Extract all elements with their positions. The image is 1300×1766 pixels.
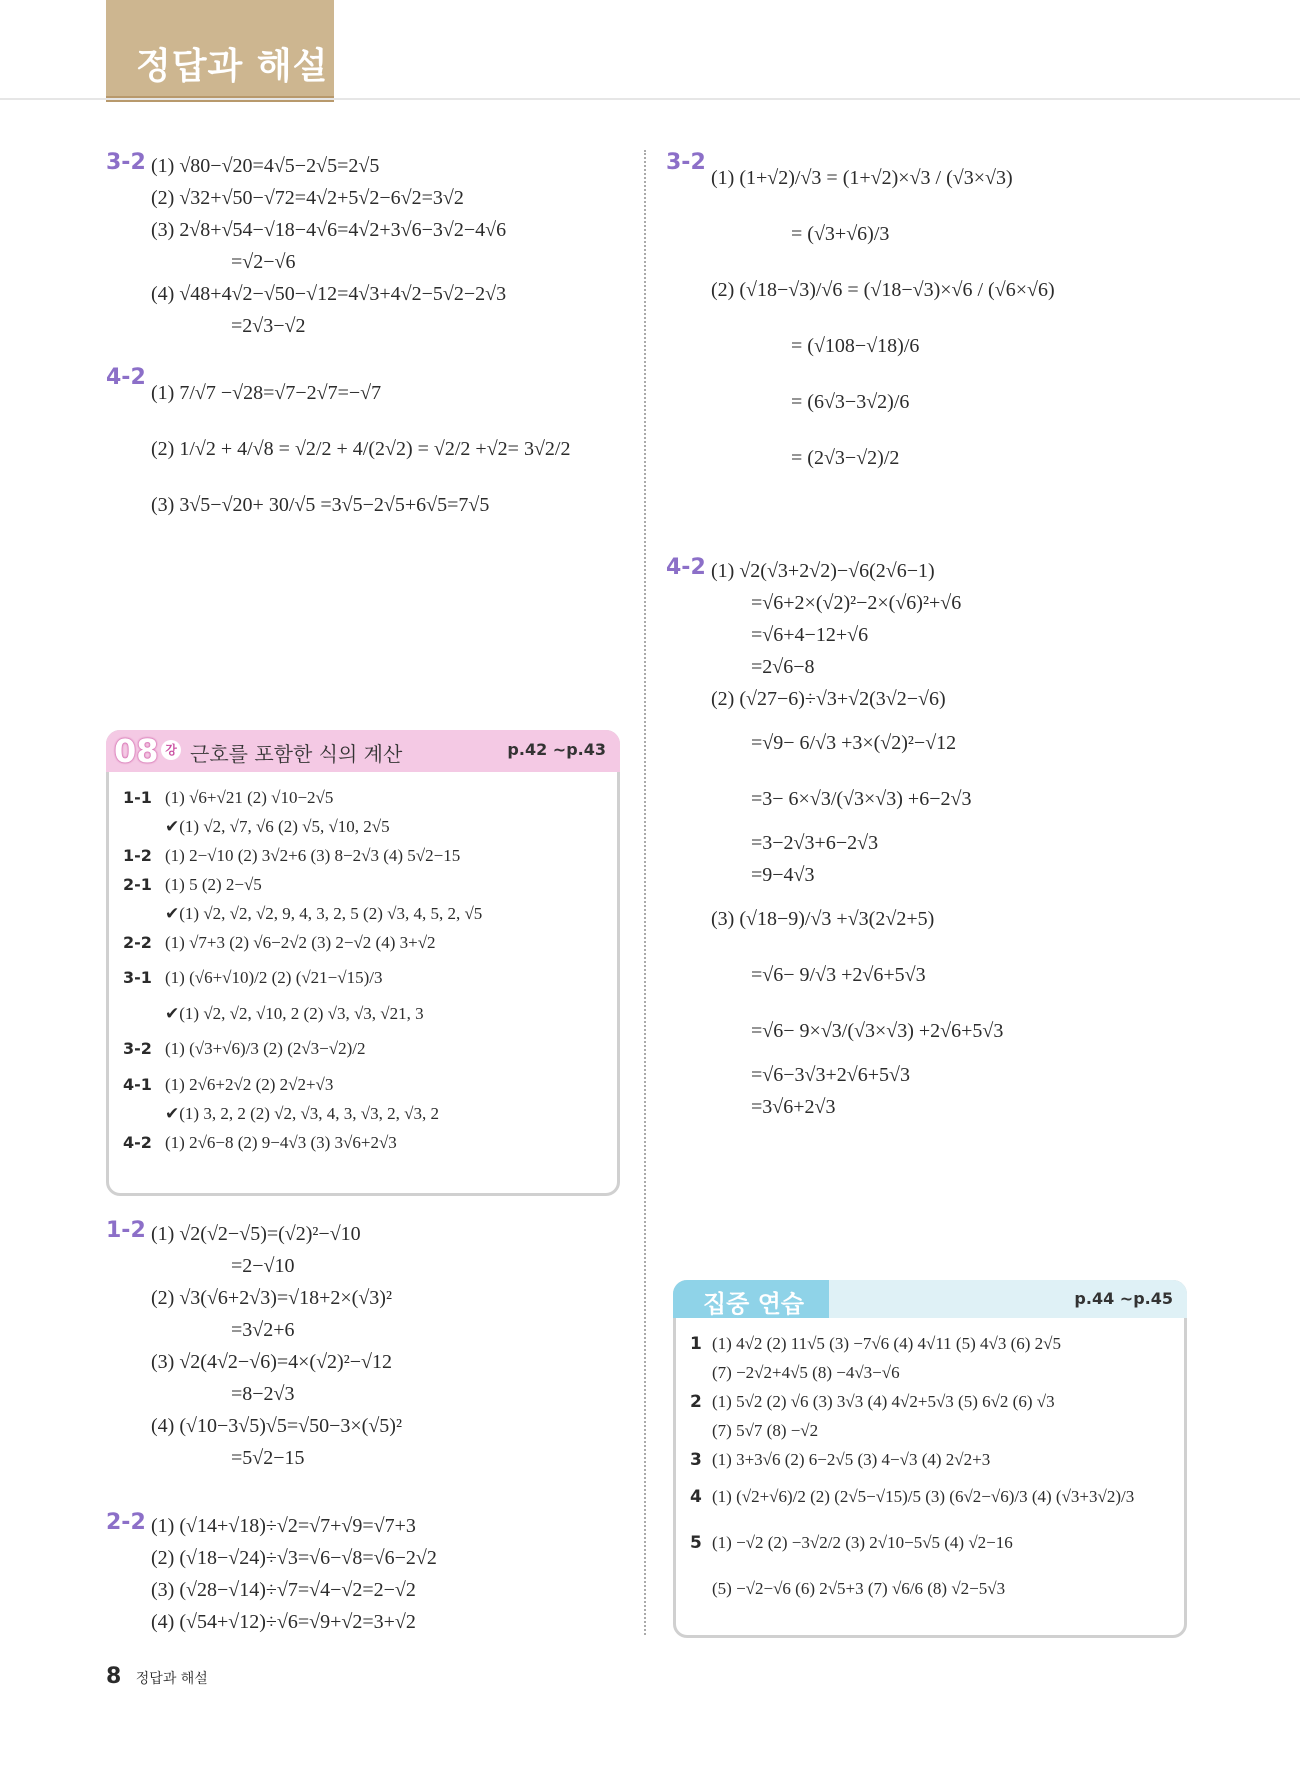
answer-key: 2-1 [123,875,152,894]
answer-text: (1) 2√6+2√2 (2) 2√2+√3 [165,1075,334,1094]
lesson-pages: p.42 ~p.43 [507,740,606,759]
solution-line: (1) (√14+√18)÷√2=√7+√9=√7+3 [151,1515,416,1537]
solution-section [106,365,571,533]
solution-line: = (2√3−√2)/2 [791,447,900,469]
answer-row [123,1028,607,1070]
answer-key: 2-2 [123,933,152,952]
solution-line: =2√6−8 [751,656,815,678]
answer-row [690,1474,1174,1520]
answer-text: (1) 2√6−8 (2) 9−4√3 (3) 3√6+2√3 [165,1133,397,1152]
answer-row [690,1416,1174,1445]
solution-line: (1) √2(√2−√5)=(√2)²−√10 [151,1223,361,1245]
practice-answer-list [690,1329,1174,1612]
solution-line: =2√3−√2 [231,315,306,337]
solution-line: (3) √2(4√2−√6)=4×(√2)²−√12 [151,1351,392,1373]
solution-line: =√6+2×(√2)²−2×(√6)²+√6 [751,592,962,614]
solution-lines [711,555,1003,1123]
header-tab [106,0,334,102]
answer-row [123,899,607,928]
answer-key: 3-2 [123,1039,152,1058]
solution-section [106,150,506,342]
practice-title: 집중 연습 [703,1290,805,1318]
problem-label: 1-2 [106,1218,146,1243]
answer-text: (5) −√2−√6 (6) 2√5+3 (7) √6/6 (8) √2−5√3 [712,1579,1006,1598]
answer-text: (1) √6+√21 (2) √10−2√5 [165,788,334,807]
solution-section [666,555,1003,1123]
solution-line: =2−√10 [231,1255,295,1277]
answer-key: 2 [690,1392,702,1412]
solution-line: (2) √32+√50−√72=4√2+5√2−6√2=3√2 [151,187,464,209]
answer-key: 4 [690,1487,702,1507]
answer-key: 1-1 [123,788,152,807]
solution-line: =3√6+2√3 [751,1096,836,1118]
solution-line: (1) √2(√3+2√2)−√6(2√6−1) [711,560,935,582]
answer-text: (1) 5 (2) 2−√5 [165,875,262,894]
answer-text: (1) 3+3√6 (2) 6−2√5 (3) 4−√3 (4) 2√2+3 [712,1450,991,1469]
answer-row [123,999,607,1028]
answer-row [123,1070,607,1099]
answer-text: (1) (√3+√6)/3 (2) (2√3−√2)/2 [165,1039,366,1058]
header-rule [0,98,1300,100]
answer-row [123,870,607,899]
answer-row [123,1099,607,1128]
solution-line: =3√2+6 [231,1319,295,1341]
problem-label: 4-2 [106,365,146,390]
solution-line: (4) √48+4√2−√50−√12=4√3+4√2−5√2−2√3 [151,283,507,305]
problem-label: 3-2 [106,150,146,175]
solution-line: =√6−3√3+2√6+5√3 [751,1064,911,1086]
answer-key: 5 [690,1533,702,1553]
answer-row [123,783,607,812]
solution-line: =√2−√6 [231,251,296,273]
answer-row [690,1566,1174,1612]
solution-line: = (6√3−3√2)/6 [791,391,910,413]
solution-line: =√9− 6/√3 +3×(√2)²−√12 [751,732,957,754]
solution-line: (2) (√18−√24)÷√3=√6−√8=√6−2√2 [151,1547,437,1569]
solution-line: (3) (√28−√14)÷√7=√4−√2=2−√2 [151,1579,416,1601]
lesson-answer-list [123,783,607,1157]
answer-text: (7) 5√7 (8) −√2 [712,1421,819,1440]
practice-tag [673,1280,829,1318]
answer-row [123,1128,607,1157]
answer-text: (1) √7+3 (2) √6−2√2 (3) 2−√2 (4) 3+√2 [165,933,436,952]
answer-row [690,1387,1174,1416]
answer-row [123,957,607,999]
answer-key: 1-2 [123,846,152,865]
answer-text: (1) (√2+√6)/2 (2) (2√5−√15)/5 (3) (6√2−√6)/3 (4) (√3+3√2)/3 [712,1487,1135,1506]
practice-box [673,1280,1187,1638]
solution-lines [151,365,571,533]
answer-row [690,1329,1174,1358]
answer-row [123,841,607,870]
solution-line: =9−4√3 [751,864,815,886]
solution-lines [151,1218,402,1474]
solution-section [666,150,1055,486]
answer-row [123,812,607,841]
solution-line: (1) 7/√7 −√28=√7−2√7=−√7 [151,382,382,404]
answer-key: 3 [690,1450,702,1470]
practice-pages: p.44 ~p.45 [1074,1289,1173,1308]
solution-line: =5√2−15 [231,1447,305,1469]
solution-line: =√6− 9×√3/(√3×√3) +2√6+5√3 [751,1020,1004,1042]
answer-key: 4-2 [123,1133,152,1152]
answer-text: ✔(1) 3, 2, 2 (2) √2, √3, 4, 3, √3, 2, √3, 2 [165,1104,439,1123]
answer-text: ✔(1) √2, √2, √10, 2 (2) √3, √3, √21, 3 [165,1004,424,1023]
answer-text: ✔(1) √2, √2, √2, 9, 4, 3, 2, 5 (2) √3, 4, 5, 2, √5 [165,904,483,923]
solution-line: =3−2√3+6−2√3 [751,832,879,854]
solution-line: (3) 3√5−√20+ 30/√5 =3√5−2√5+6√5=7√5 [151,494,490,516]
solution-line: =√6+4−12+√6 [751,624,869,646]
answer-key: 3-1 [123,968,152,987]
page-footer [106,1664,208,1689]
header-title: 정답과 해설 [136,46,329,87]
answer-text: ✔(1) √2, √7, √6 (2) √5, √10, 2√5 [165,817,390,836]
lesson-number: 08 [114,732,159,770]
solution-line: (2) √3(√6+2√3)=√18+2×(√3)² [151,1287,392,1309]
solution-section [106,1218,402,1474]
solution-line: (4) (√10−3√5)√5=√50−3×(√5)² [151,1415,402,1437]
answer-row [690,1445,1174,1474]
answer-row [690,1358,1174,1387]
answer-text: (1) 2−√10 (2) 3√2+6 (3) 8−2√3 (4) 5√2−15 [165,846,461,865]
solution-line: =8−2√3 [231,1383,295,1405]
answer-text: (1) 5√2 (2) √6 (3) 3√3 (4) 4√2+5√3 (5) 6√2 (6) √3 [712,1392,1055,1411]
column-divider [644,150,646,1635]
lesson-08-summary-box [106,730,620,1196]
solution-line: = (√3+√6)/3 [791,223,890,245]
answer-text: (1) (√6+√10)/2 (2) (√21−√15)/3 [165,968,383,987]
footer-label: 정답과 해설 [135,1671,208,1687]
answer-text: (7) −2√2+4√5 (8) −4√3−√6 [712,1363,900,1382]
page-number: 8 [106,1664,122,1689]
solution-lines [151,150,506,342]
solution-line: (3) (√18−9)/√3 +√3(2√2+5) [711,908,935,930]
solution-lines [151,1510,437,1638]
problem-label: 4-2 [666,555,706,580]
answer-row [690,1520,1174,1566]
solution-line: =√6− 9/√3 +2√6+5√3 [751,964,926,986]
lesson-title: 근호를 포함한 식의 계산 [190,742,403,766]
solution-section [106,1510,437,1638]
answer-key: 4-1 [123,1075,152,1094]
problem-label: 2-2 [106,1510,146,1535]
answer-text: (1) −√2 (2) −3√2/2 (3) 2√10−5√5 (4) √2−16 [712,1533,1013,1552]
solution-line: (1) √80−√20=4√5−2√5=2√5 [151,155,380,177]
answer-row [123,928,607,957]
solution-line: = (√108−√18)/6 [791,335,920,357]
problem-label: 3-2 [666,150,706,175]
solution-line: (2) (√27−6)÷√3+√2(3√2−√6) [711,688,946,710]
answer-key: 1 [690,1334,702,1354]
solution-line: (2) (√18−√3)/√6 = (√18−√3)×√6 / (√6×√6) [711,279,1055,301]
answer-text: (1) 4√2 (2) 11√5 (3) −7√6 (4) 4√11 (5) 4√3 (6) 2√5 [712,1334,1061,1353]
lesson-unit-badge: 강 [161,740,181,760]
solution-line: (3) 2√8+√54−√18−4√6=4√2+3√6−3√2−4√6 [151,219,507,241]
solution-line: (2) 1/√2 + 4/√8 = √2/2 + 4/(2√2) = √2/2 +√2= 3√2/2 [151,438,571,460]
solution-lines [711,150,1055,486]
solution-line: (4) (√54+√12)÷√6=√9+√2=3+√2 [151,1611,416,1633]
solution-line: =3− 6×√3/(√3×√3) +6−2√3 [751,788,972,810]
lesson-header [106,730,620,772]
solution-line: (1) (1+√2)/√3 = (1+√2)×√3 / (√3×√3) [711,167,1013,189]
practice-header [673,1280,1187,1318]
